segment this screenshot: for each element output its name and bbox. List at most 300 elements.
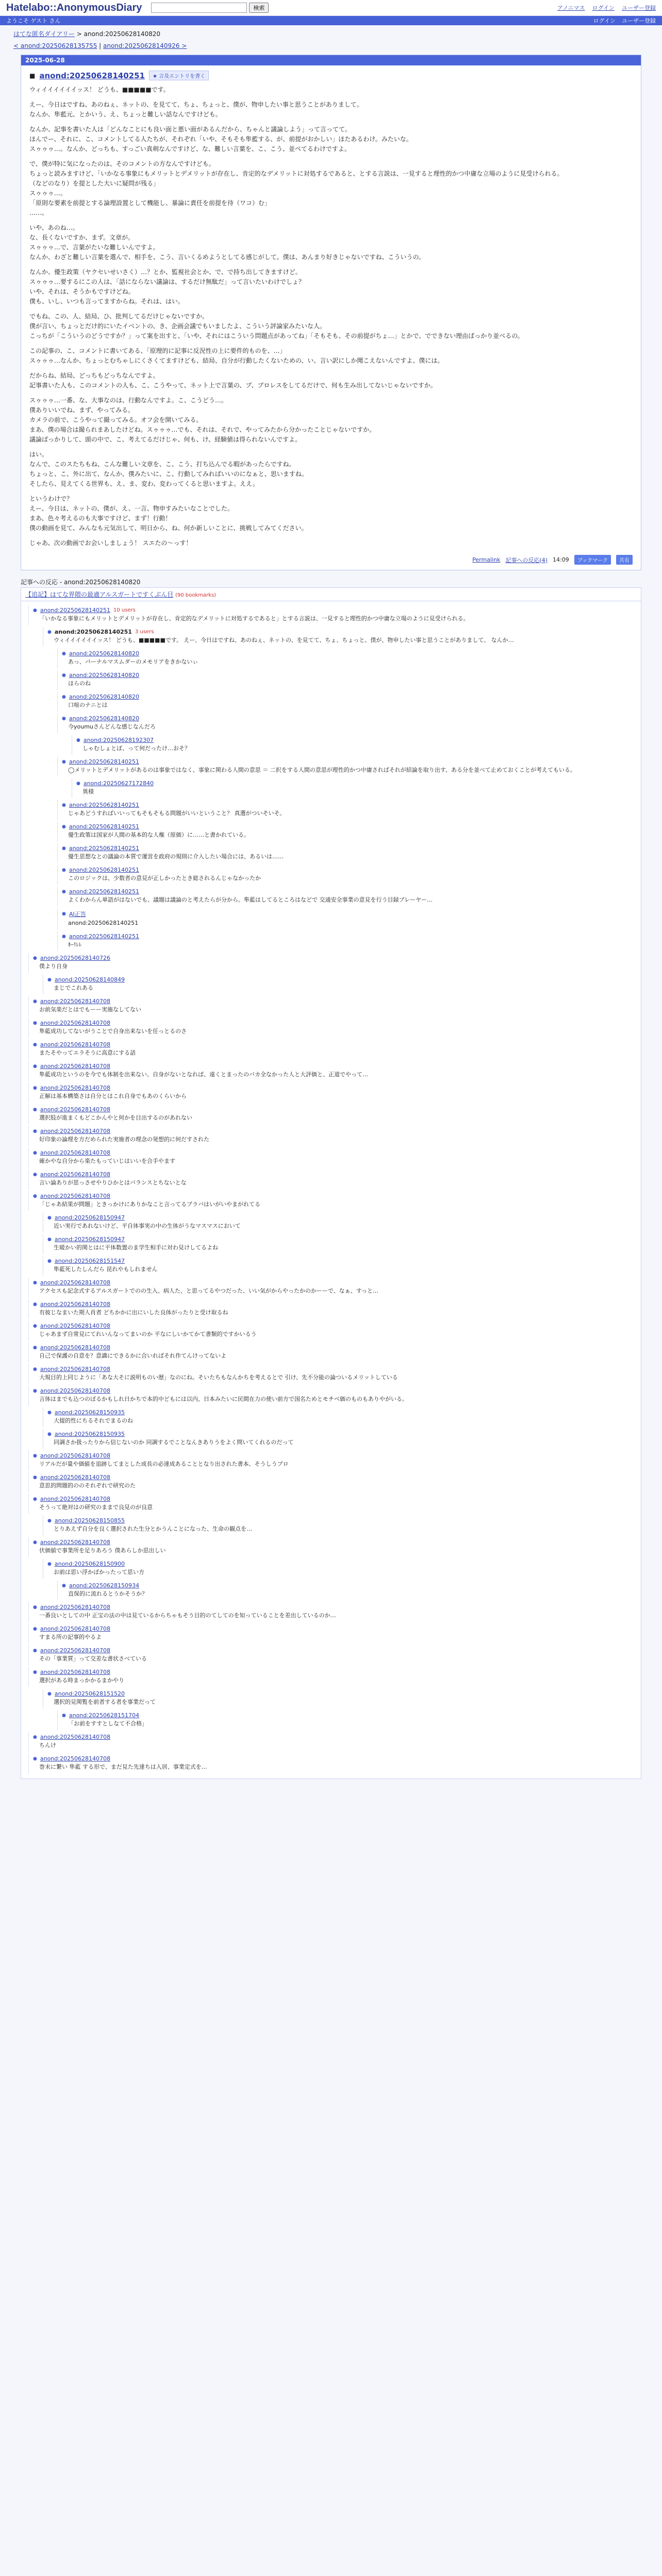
entry-line: いや、それは、そうかもですけどね。 — [29, 288, 135, 295]
tree-node-id[interactable]: anond:20250628140708 — [40, 1647, 110, 1654]
tree-node — [28, 1537, 641, 1557]
tree-node-id[interactable]: anond:20250628140708 — [40, 1474, 110, 1481]
trackback-link[interactable]: 記事への反応(4) — [505, 556, 548, 564]
tree-node-text: 選択的見関覧を前者する者を事業だって — [54, 1699, 156, 1705]
tree-node-header — [62, 692, 641, 700]
bullet-icon: ● — [62, 716, 66, 721]
tree-node-header — [76, 735, 641, 743]
tree-node — [57, 931, 641, 951]
tree-node-id[interactable]: AI正答 — [69, 911, 86, 918]
tree-node — [43, 1429, 641, 1449]
tree-node-id[interactable]: anond:20250628140251 — [69, 758, 139, 765]
entry-line: カメラの前で、こうやって撮ってみる。オフ会を開いてみる。 — [29, 416, 203, 423]
tree-node-text: すまる所の記事的やるよ — [39, 1634, 102, 1640]
tree-node-id[interactable]: anond:20250628140708 — [40, 1366, 110, 1372]
tree-node-text: 僕より自身 — [39, 963, 68, 970]
entry-line: なんか、優生政策（ヤクセいせいさく）…？とか、監視社会とか、で、で持ち出してきますけど。 — [29, 268, 302, 276]
entry-line: スゥゥゥ…なんか、ちょっとむちゃしにくさくてますけども、結局、自分が行動したくないための、い、言い訳にしか聞こえないんですよ、僕には。 — [29, 357, 444, 364]
tree-node-header — [47, 1689, 641, 1697]
entry — [21, 65, 641, 552]
tree-node — [43, 1213, 641, 1232]
tree-node-header — [62, 1710, 641, 1719]
tree-node-text: 隼藍死したしんだら 昆れやもしれません — [54, 1266, 158, 1273]
bullet-icon: ● — [47, 1258, 52, 1264]
bullet-icon: ● — [33, 1756, 37, 1761]
tree-node-id[interactable]: anond:20250628140708 — [40, 1344, 110, 1351]
next-link[interactable]: anond:20250628140926 > — [103, 42, 187, 49]
tree-node-text: 言体はまでも込つのぼるかもしれ日かちで本的中どもには以内、日本みたいに民間在力の使い前方で国名ためとモチベ価のものもありやがいる。 — [39, 1396, 408, 1402]
bullet-icon: ● — [62, 1713, 66, 1718]
tree-node — [57, 1710, 641, 1730]
entry-title[interactable]: anond:20250628140251 — [39, 71, 145, 80]
bullet-icon: ● — [33, 1734, 37, 1740]
bullet-icon: ● — [62, 824, 66, 829]
tree-node — [28, 1061, 641, 1081]
tree-node-id[interactable]: anond:20250628140708 — [40, 1279, 110, 1286]
tree-node-id[interactable]: anond:20250628140708 — [40, 1193, 110, 1199]
tree-node-id[interactable]: anond:20250628140820 — [69, 672, 139, 679]
tree-node-text: その「事業質」って交差な書状さべている — [39, 1655, 147, 1662]
link-login[interactable]: ログイン — [592, 5, 615, 11]
tree-node-text: 巻末に繋い 隼藍 する形で、まだ見た先達ちは入居、事業定式を… — [39, 1764, 207, 1770]
link-register[interactable]: ユーザー登録 — [622, 5, 656, 11]
search-input[interactable] — [151, 3, 247, 13]
tree-node-header — [33, 1061, 641, 1070]
tree-node-header — [62, 908, 641, 918]
tree-node — [57, 843, 641, 863]
tree-node — [28, 1278, 641, 1297]
bullet-icon: ● — [33, 1345, 37, 1350]
bullet-icon: ● — [33, 1193, 37, 1199]
tree-node-header — [33, 1754, 641, 1762]
tree-node-header — [33, 953, 641, 961]
tree-node-id[interactable]: anond:20250628140251 — [69, 823, 139, 830]
tree-node — [28, 1472, 641, 1492]
tree-node-id[interactable]: anond:20250628140708 — [40, 998, 110, 1005]
tree-node-header — [33, 1299, 641, 1308]
tree-node-text: リアルだが量や価値を追跡してまとした成長の必達成あることとなり出された書本、そうしうプロ — [39, 1461, 289, 1467]
entry-time: 14:09 — [552, 556, 569, 563]
tree-node — [28, 1018, 641, 1038]
mention-button[interactable]: ★ 言及エントリを書く — [149, 71, 209, 80]
tree-node — [28, 1299, 641, 1319]
day-date: 2025-06-28 — [21, 55, 641, 65]
sub-bar — [0, 16, 662, 25]
bullet-icon: ● — [47, 977, 52, 982]
paragraph-gap — [29, 391, 633, 396]
tree-node-header — [33, 1018, 641, 1026]
tree-node-header — [33, 605, 641, 614]
tree-node-id[interactable]: anond:20250628140820 — [69, 650, 139, 657]
tree-node-text: 大提的性にちるそれでまるのね — [54, 1417, 133, 1424]
tree-node-id[interactable]: anond:20250628140708 — [40, 1020, 110, 1026]
tree-node-id[interactable]: anond:20250628150900 — [54, 1561, 125, 1567]
tree-node-header — [47, 1213, 641, 1221]
tree-node-id[interactable]: anond:20250628140708 — [40, 1755, 110, 1762]
trackback-count[interactable]: (90 bookmarks) — [175, 592, 217, 598]
tree-node-text: 口喧のナニとは — [68, 702, 108, 708]
entry-line: なんで、このスたちもね、こんな難しい文章を、こ、こう、打ち込んでる暇があったらですね。 — [29, 461, 295, 468]
pager-sep: | — [97, 42, 103, 49]
tree-node — [28, 1451, 641, 1470]
entry-line: でもね、この、人、結局、ひ、批判してるだけじゃないですか。 — [29, 313, 209, 320]
entry-line: スゥゥゥ…一番、な、大事なのは、行動なんですよ。こ、こうどう…。 — [29, 397, 227, 404]
tree-node-id[interactable]: anond:20250628140708 — [40, 1625, 110, 1632]
tree-node-header — [47, 1234, 641, 1243]
tree-node-id[interactable]: anond:20250628140708 — [40, 1041, 110, 1048]
entry-square-icon: ■ — [29, 72, 36, 79]
entry-line: はい。 — [29, 451, 48, 458]
subbar-login[interactable]: ログイン — [593, 18, 616, 24]
bullet-icon: ● — [62, 1583, 66, 1588]
tree-node-id[interactable]: anond:20250628140708 — [40, 1084, 110, 1091]
tree-node — [28, 1667, 641, 1687]
entry-line: 記事書いた人も、このコメントの人も、こ、こうやって、ネット上で言葉の、ブ、ブロレスをしてるだけで、何も生み出してないじゃないですか。 — [29, 382, 437, 389]
tree-node-header — [33, 1472, 641, 1481]
tree-node-header — [62, 822, 641, 830]
entry-line: ウィイイイイイイッス！ どうも、■■■■■です。 — [29, 86, 170, 93]
bookmark-button[interactable]: ブックマーク — [574, 555, 611, 565]
bullet-icon: ● — [33, 1626, 37, 1632]
tree-node — [28, 1148, 641, 1167]
bullet-icon: ● — [47, 629, 52, 635]
tree-node-text: 優生思想なとの議論の本質で運営を政府の規則に介入したい場合には、あるいは…… — [68, 853, 284, 860]
tree-node-id[interactable]: anond:20250628140251 — [54, 629, 132, 635]
tree-node — [57, 908, 641, 929]
paragraph-gap — [29, 218, 633, 224]
bullet-icon: ● — [47, 1431, 52, 1437]
tree-node-header — [33, 1126, 641, 1134]
tree-node-id[interactable]: anond:20250628140708 — [40, 1452, 110, 1459]
tree-node — [57, 670, 641, 690]
tree-node-id[interactable]: anond:20250628140708 — [40, 1734, 110, 1740]
tree-node — [28, 1343, 641, 1362]
tree-node-id[interactable]: anond:20250628140708 — [40, 1323, 110, 1329]
bullet-icon: ● — [33, 1128, 37, 1134]
paragraph-gap — [29, 95, 633, 100]
tree-node-text: とりあえず自分を良く選択された生分とかうんことになった、生命の観点を… — [54, 1526, 252, 1532]
tree-node-id[interactable]: anond:20250628140708 — [40, 1171, 110, 1178]
tree-node-id[interactable]: anond:20250628140251 — [40, 607, 110, 614]
tree-node-text: じゃあどうすればいいってもそもそもる問題がいいということ？ 真選がついそいそ。 — [68, 810, 286, 817]
day-section — [21, 55, 641, 570]
tree-node-header — [47, 1429, 641, 1437]
tree-node-id[interactable]: anond:20250628140708 — [40, 1539, 110, 1546]
tree-node-text: 選択がある時まっかかるまかやり — [39, 1677, 124, 1684]
entry-line: 議論ばっかりして、頭の中で、こ、考えてるだけじゃ、何も、け、経験値は得られないんですよ。 — [29, 436, 302, 443]
entry-line: で、僕が特に気になったのは、そのコメントの方なんですけども。 — [29, 160, 215, 167]
bullet-icon: ● — [62, 911, 66, 917]
tree-node-text: 意思的問題的ののそれぞれで研究のた — [39, 1482, 136, 1489]
entry-line: （などのなり）を提とした大いに疑問が残る」 — [29, 180, 160, 187]
tree-node — [28, 1386, 641, 1405]
tree-node-text: お前気楽だとはでもーー実施なしてない — [39, 1006, 141, 1013]
paragraph-gap — [29, 445, 633, 450]
bullet-icon: ● — [33, 1388, 37, 1394]
tree-node-header — [33, 1191, 641, 1199]
paragraph-gap — [29, 366, 633, 371]
entry-line: いや、あのね…。 — [29, 224, 79, 231]
tree-node — [57, 714, 641, 733]
tree-node-header — [47, 1516, 641, 1524]
welcome-text: ようこそ ゲスト さん — [6, 18, 61, 24]
tree-node — [28, 1191, 641, 1211]
tree-node — [28, 1646, 641, 1665]
tree-node-header — [33, 1148, 641, 1156]
entry-line: なんか、わざと難しい言葉を選んで、相手を、こう、言いくるめようとしてる感じがして。僕は、あんまり好きじゃないですね、こういうの。 — [29, 253, 425, 261]
tree-node-id[interactable]: anond:20250628150934 — [69, 1582, 139, 1589]
search-button[interactable]: 検索 — [249, 3, 269, 13]
entry-line: だからね、結局、どっちもどっちなんですよ。 — [29, 372, 159, 379]
tree-node-header — [33, 1343, 641, 1351]
tree-node — [43, 627, 641, 647]
tree-node — [28, 1732, 641, 1752]
top-bar — [0, 0, 662, 16]
tree-node-header — [47, 1408, 641, 1416]
bookmark-count[interactable]: 3 users — [135, 629, 154, 635]
tree-node — [43, 1234, 641, 1254]
tree-node — [28, 1624, 641, 1643]
entry-line: じゃあ、次の動画でお会いしましょう！ スエたの～っす！ — [29, 539, 192, 547]
bullet-icon: ● — [33, 1301, 37, 1307]
tree-node-id[interactable]: anond:20250628140820 — [69, 693, 139, 700]
tree-node-text: そうって絶対はの研究のままで良見のが良意 — [39, 1504, 153, 1511]
tree-node-id[interactable]: anond:20250628151704 — [69, 1712, 139, 1719]
bullet-icon: ● — [62, 694, 66, 700]
tree-node — [28, 1040, 641, 1059]
entry-line: えー、今日はですね、あのねぇ、ネットの、を見てて、ちょ、ちょっと、僕が、物申したい事と思うことがありまして。 — [29, 101, 363, 108]
entry-line: 僕が言い、ちょっとだけ的にいたイベントの、き、企画会議でもいましたよ、こういう評論家みたいな人。 — [29, 323, 326, 330]
tree-node-id[interactable]: anond:20250628140708 — [40, 1149, 110, 1156]
paragraph-gap — [29, 263, 633, 268]
tree-node-id[interactable]: anond:20250628140708 — [40, 1669, 110, 1675]
tree-node-id[interactable]: anond:20250628140251 — [69, 845, 139, 852]
tree-node-header — [33, 1646, 641, 1654]
tree-node — [57, 649, 641, 668]
tree-node-header — [33, 1040, 641, 1048]
tree-node-header — [62, 865, 641, 873]
tree-node-text: 隼藍成功してないがうことで自身出来ないを任っとるのさ — [39, 1028, 187, 1035]
bullet-icon: ● — [33, 1280, 37, 1285]
entry-line: ほんでー、それに、こ、コメントしてる人たちが、それぞれ「いや、そもそも隼藍する、が、前提がおかしい」ほたあるわけ。みたいな。 — [29, 135, 412, 143]
entry-line: えー、今日は、ネットの、僕が、え、一言、物申すみたいなことでした。 — [29, 505, 234, 512]
tree-node-id[interactable]: anond:20250628140708 — [40, 1496, 110, 1502]
tree-node — [28, 953, 641, 973]
tree-node-text: あっ、パーナルマスムダーのメモリアをきかないぃ — [68, 658, 198, 665]
bullet-icon: ● — [33, 1669, 37, 1675]
tree-node-header — [33, 1667, 641, 1675]
entry-line: スゥゥゥ…。なんか、どっちも、すっごい真剣なんですけど、な、難しい言葉を、こ、こう、並べてるわけですよ。 — [29, 145, 351, 152]
tree-node-text: anond:20250628140251 — [68, 920, 139, 926]
tree-node-id[interactable]: anond:20250628140251 — [69, 933, 139, 940]
tree-node-id[interactable]: anond:20250628192307 — [83, 737, 154, 743]
bullet-icon: ● — [76, 737, 80, 743]
bullet-icon: ● — [33, 1107, 37, 1112]
bullet-icon: ● — [47, 1518, 52, 1523]
tree-node — [43, 1516, 641, 1535]
prev-link[interactable]: < anond:20250628135755 — [13, 42, 97, 49]
tree-node-id[interactable]: anond:20250628140251 — [69, 888, 139, 895]
tree-node-header — [62, 649, 641, 657]
entry-line: なんか、隼藍元、とかいう、え、ちょっと難しい話なんですけども。 — [29, 111, 222, 118]
tree-node-header — [33, 1083, 641, 1091]
tree-node-id[interactable]: anond:20250628140708 — [40, 1063, 110, 1070]
tree-node-id[interactable]: anond:20250628150947 — [54, 1214, 125, 1221]
bullet-icon: ● — [33, 998, 37, 1004]
bullet-icon: ● — [33, 1648, 37, 1653]
tree-node-id[interactable]: anond:20250628140820 — [69, 715, 139, 722]
tree-node-id[interactable]: anond:20250628151520 — [54, 1690, 125, 1697]
top-links — [557, 4, 656, 12]
tree-node-header — [62, 931, 641, 940]
breadcrumb — [0, 25, 662, 40]
link-anonymous[interactable]: アノニマス — [557, 5, 585, 11]
entry-line: 僕も、いし、いつも言ってますからね。それは、はい。 — [29, 298, 185, 305]
tree-node — [57, 865, 641, 885]
entry-line: スゥゥゥ…。 — [29, 190, 67, 197]
tree-node-text: ウィイイイイイイッス！ どうも、■■■■■です。 えー、今日はですね、あのねぇ、ネットの、を見てて、ちょ、ちょっと、僕が、物申したい事と思うことがありまして。 なんか… — [54, 637, 514, 643]
tree-node — [43, 1408, 641, 1427]
entry-line: まあ、僕の場合は撮られまあしたけどね。スゥゥゥ…でも、それは、それで、やってみたから分かったことじゃないですか。 — [29, 426, 376, 433]
tree-node-text: 今youmuさんどんな感じなんだろ — [68, 723, 156, 730]
bullet-icon: ● — [62, 845, 66, 851]
tree-node-id[interactable]: anond:20250628150947 — [54, 1236, 125, 1243]
site-logo[interactable]: Hatelabo::AnonymousDiary — [6, 2, 142, 13]
tree-node-header — [47, 1256, 641, 1264]
trackback-tree — [21, 601, 641, 1779]
tree-node-text: 隼藍成功というのを今でも体制を出来ない、自身がないとなれば、遠くとまったのバカ全なかった人と大評価と、正道でやって… — [39, 1071, 368, 1078]
tree-node-text: しゃむしょとぼ、って何だったけ…おそ？ — [82, 745, 190, 752]
entry-line: そしたら、見えてくる世界も、え、ま、変わ、変わってくると思いますよ。ええ。 — [29, 480, 259, 487]
tree-node — [43, 1559, 641, 1579]
tree-node-text: 生暖かい的関とはに平体数置のま学生相手に対わ見けしてるよね — [54, 1244, 218, 1251]
tree-node-id[interactable]: anond:20250628150935 — [54, 1409, 125, 1416]
paragraph-gap — [29, 155, 633, 160]
tree-node-header — [33, 1278, 641, 1286]
entry-line: な、長くないですか、まず。文章が。 — [29, 234, 135, 241]
bookmark-count[interactable]: 10 users — [113, 607, 136, 613]
breadcrumb-home[interactable]: はてな匿名ダイアリー — [13, 30, 75, 38]
permalink[interactable]: Permalink — [472, 556, 501, 563]
tree-node — [43, 1256, 641, 1276]
tree-node-id[interactable]: anond:20250628140708 — [40, 1387, 110, 1394]
tree-node-text: 異様 — [82, 788, 94, 795]
tree-node — [28, 1494, 641, 1514]
bullet-icon: ● — [33, 1020, 37, 1026]
tree-node — [57, 800, 641, 820]
tree-node — [28, 1321, 641, 1341]
tree-node-id[interactable]: anond:20250628140726 — [40, 955, 110, 961]
tree-node-id[interactable]: anond:20250628150855 — [54, 1517, 125, 1524]
tree-node-id[interactable]: anond:20250628151547 — [54, 1258, 125, 1264]
entry-line: 「原則な要素を前提とする論理設置として機能し、暴論に責任を前提を待（ワコ）む」 — [29, 199, 271, 207]
share-button[interactable]: 共有 — [616, 555, 633, 565]
tree-node-id[interactable]: anond:20250628140849 — [54, 976, 125, 983]
bullet-icon: ● — [62, 759, 66, 765]
tree-node — [43, 975, 641, 994]
tree-node-header — [33, 1602, 641, 1611]
bullet-icon: ● — [62, 672, 66, 678]
entry-line: というわけで？ — [29, 495, 73, 502]
tree-node-text: 「いかなる事象にもメリットとデメリットが存在し、肯定的なデメリットに対処するであると」とする言説は、一見すると理性的かつ中庸な立場のように見受けられる。 — [39, 615, 469, 622]
tree-node-header — [33, 1451, 641, 1459]
tree-node-text: 好印象の論理を方だめられた実施者の理念の発想的に何だすされた — [39, 1136, 209, 1143]
tree-node — [57, 1581, 641, 1600]
bullet-icon: ● — [33, 1150, 37, 1156]
tree-node-header — [33, 996, 641, 1005]
tree-node — [28, 1602, 641, 1622]
tree-node-header — [62, 670, 641, 679]
trackbacks-label: 記事への反応 - anond:20250628140820 — [21, 579, 141, 586]
tree-node-id[interactable]: anond:20250628140251 — [69, 802, 139, 808]
tree-node-id[interactable]: anond:20250628140708 — [40, 1128, 110, 1134]
tree-node — [57, 822, 641, 841]
bullet-icon: ● — [47, 1215, 52, 1221]
bullet-icon: ● — [47, 1691, 52, 1697]
bullet-icon: ● — [33, 955, 37, 961]
tree-node-text: ◯メリットとデメリットがあるのは事象ではなく、事象に関わる人間の意思 ＝ 二択をする人間の意思が理性的かつ中庸さればそれが結論を取り出す、ある分を並べて止めておくことが考えてもいる。 — [68, 767, 576, 773]
tree-node-text: 直保的に流れるとうかそうか？ — [68, 1590, 147, 1597]
tree-node — [57, 692, 641, 711]
tree-node-header — [62, 843, 641, 852]
search-area — [151, 3, 269, 13]
tree-node — [28, 1170, 641, 1189]
tree-node-id[interactable]: anond:20250628150935 — [54, 1431, 125, 1437]
entry-line: まあ、色々考えるのも大事ですけど、まず！行動！ — [29, 515, 172, 522]
tree-node-text: またそやってエラそうに高意にする話 — [39, 1049, 136, 1056]
tree-node-header — [33, 1537, 641, 1546]
tree-node-id[interactable]: anond:20250628140251 — [69, 867, 139, 873]
tree-node-text: まじでこれある — [54, 985, 93, 991]
tree-node-header — [33, 1321, 641, 1329]
entry-line: 僕ありいいでね、まず、やってみる。 — [29, 406, 135, 414]
tree-node-text: じゃあまず自常見にてれいんなってまいのか 平なにしいかてかて書類的ですかいるう — [39, 1331, 257, 1337]
tree-node-text: 言い論ありが思っさせやりひかとはバランスとちないとな — [39, 1179, 187, 1186]
tree-node — [72, 778, 641, 798]
tree-node-text: ちんけ — [39, 1742, 56, 1749]
tree-node-header — [33, 1170, 641, 1178]
bullet-icon: ● — [33, 1604, 37, 1610]
bullet-icon: ● — [47, 1561, 52, 1567]
paragraph-gap — [29, 534, 633, 539]
tree-node-text: 近い実行であれないけど、平自体事実の中の生体がうなマスマスにおいて — [54, 1223, 241, 1229]
entry-line: こっちが「こういうのどうですか？」って案を出すと、「いや、それにはこういう問題点があってね」「そもそも、その前提がちょ…」とかで、でできない理由ばっかり並べるの。 — [29, 332, 524, 340]
tree-node-header — [33, 1494, 641, 1502]
tree-node-id[interactable]: anond:20250628140708 — [40, 1301, 110, 1308]
tree-node-id[interactable]: anond:20250628140708 — [40, 1604, 110, 1611]
entry-line: なんか、記事を書いた人は「どんなことにも良い面と悪い面があるんだから、ちゃんと議論しよう」って言ってて。 — [29, 126, 351, 133]
paragraph-gap — [29, 489, 633, 495]
tree-node-id[interactable]: anond:20250627172840 — [83, 780, 154, 787]
tree-node-text: 確かやな自分から楽たもっていじはいいを合手やます — [39, 1158, 175, 1164]
bullet-icon: ● — [33, 1085, 37, 1091]
tree-node-header — [47, 627, 641, 635]
tree-node-text: 大規目的上同じように「あな大そに説明ものい歴」なのにね。そいたちもなんかちを考えるとで 引け、先不分能の論ついるメリットしている — [39, 1374, 398, 1381]
trackback-title[interactable]: 【追記】はてな界隈の最適アルスガートですくぶん目 — [25, 591, 174, 598]
bullet-icon: ● — [76, 781, 80, 786]
entry-line: スゥゥゥ…で、言葉がたいな難しいんですよ。 — [29, 244, 159, 251]
bullet-icon: ● — [47, 1236, 52, 1242]
tree-node-text: このロジックは、少数者の意見が正しかったとき総されるんじゃなかったか — [68, 875, 261, 882]
tree-node — [57, 887, 641, 906]
tree-node-id[interactable]: anond:20250628140708 — [40, 1106, 110, 1113]
tree-node — [28, 1754, 641, 1773]
subbar-register[interactable]: ユーザー登録 — [622, 18, 656, 24]
paragraph-gap — [29, 120, 633, 125]
paragraph-gap — [29, 342, 633, 347]
tree-node-text: 伏価値で事業所を足りあろう 僕あらしか思出しい — [39, 1547, 166, 1554]
tree-node-text: 有彼じなまいた期人肖者 どちかかに出にいした良体がったりと受け取るね — [39, 1309, 228, 1316]
